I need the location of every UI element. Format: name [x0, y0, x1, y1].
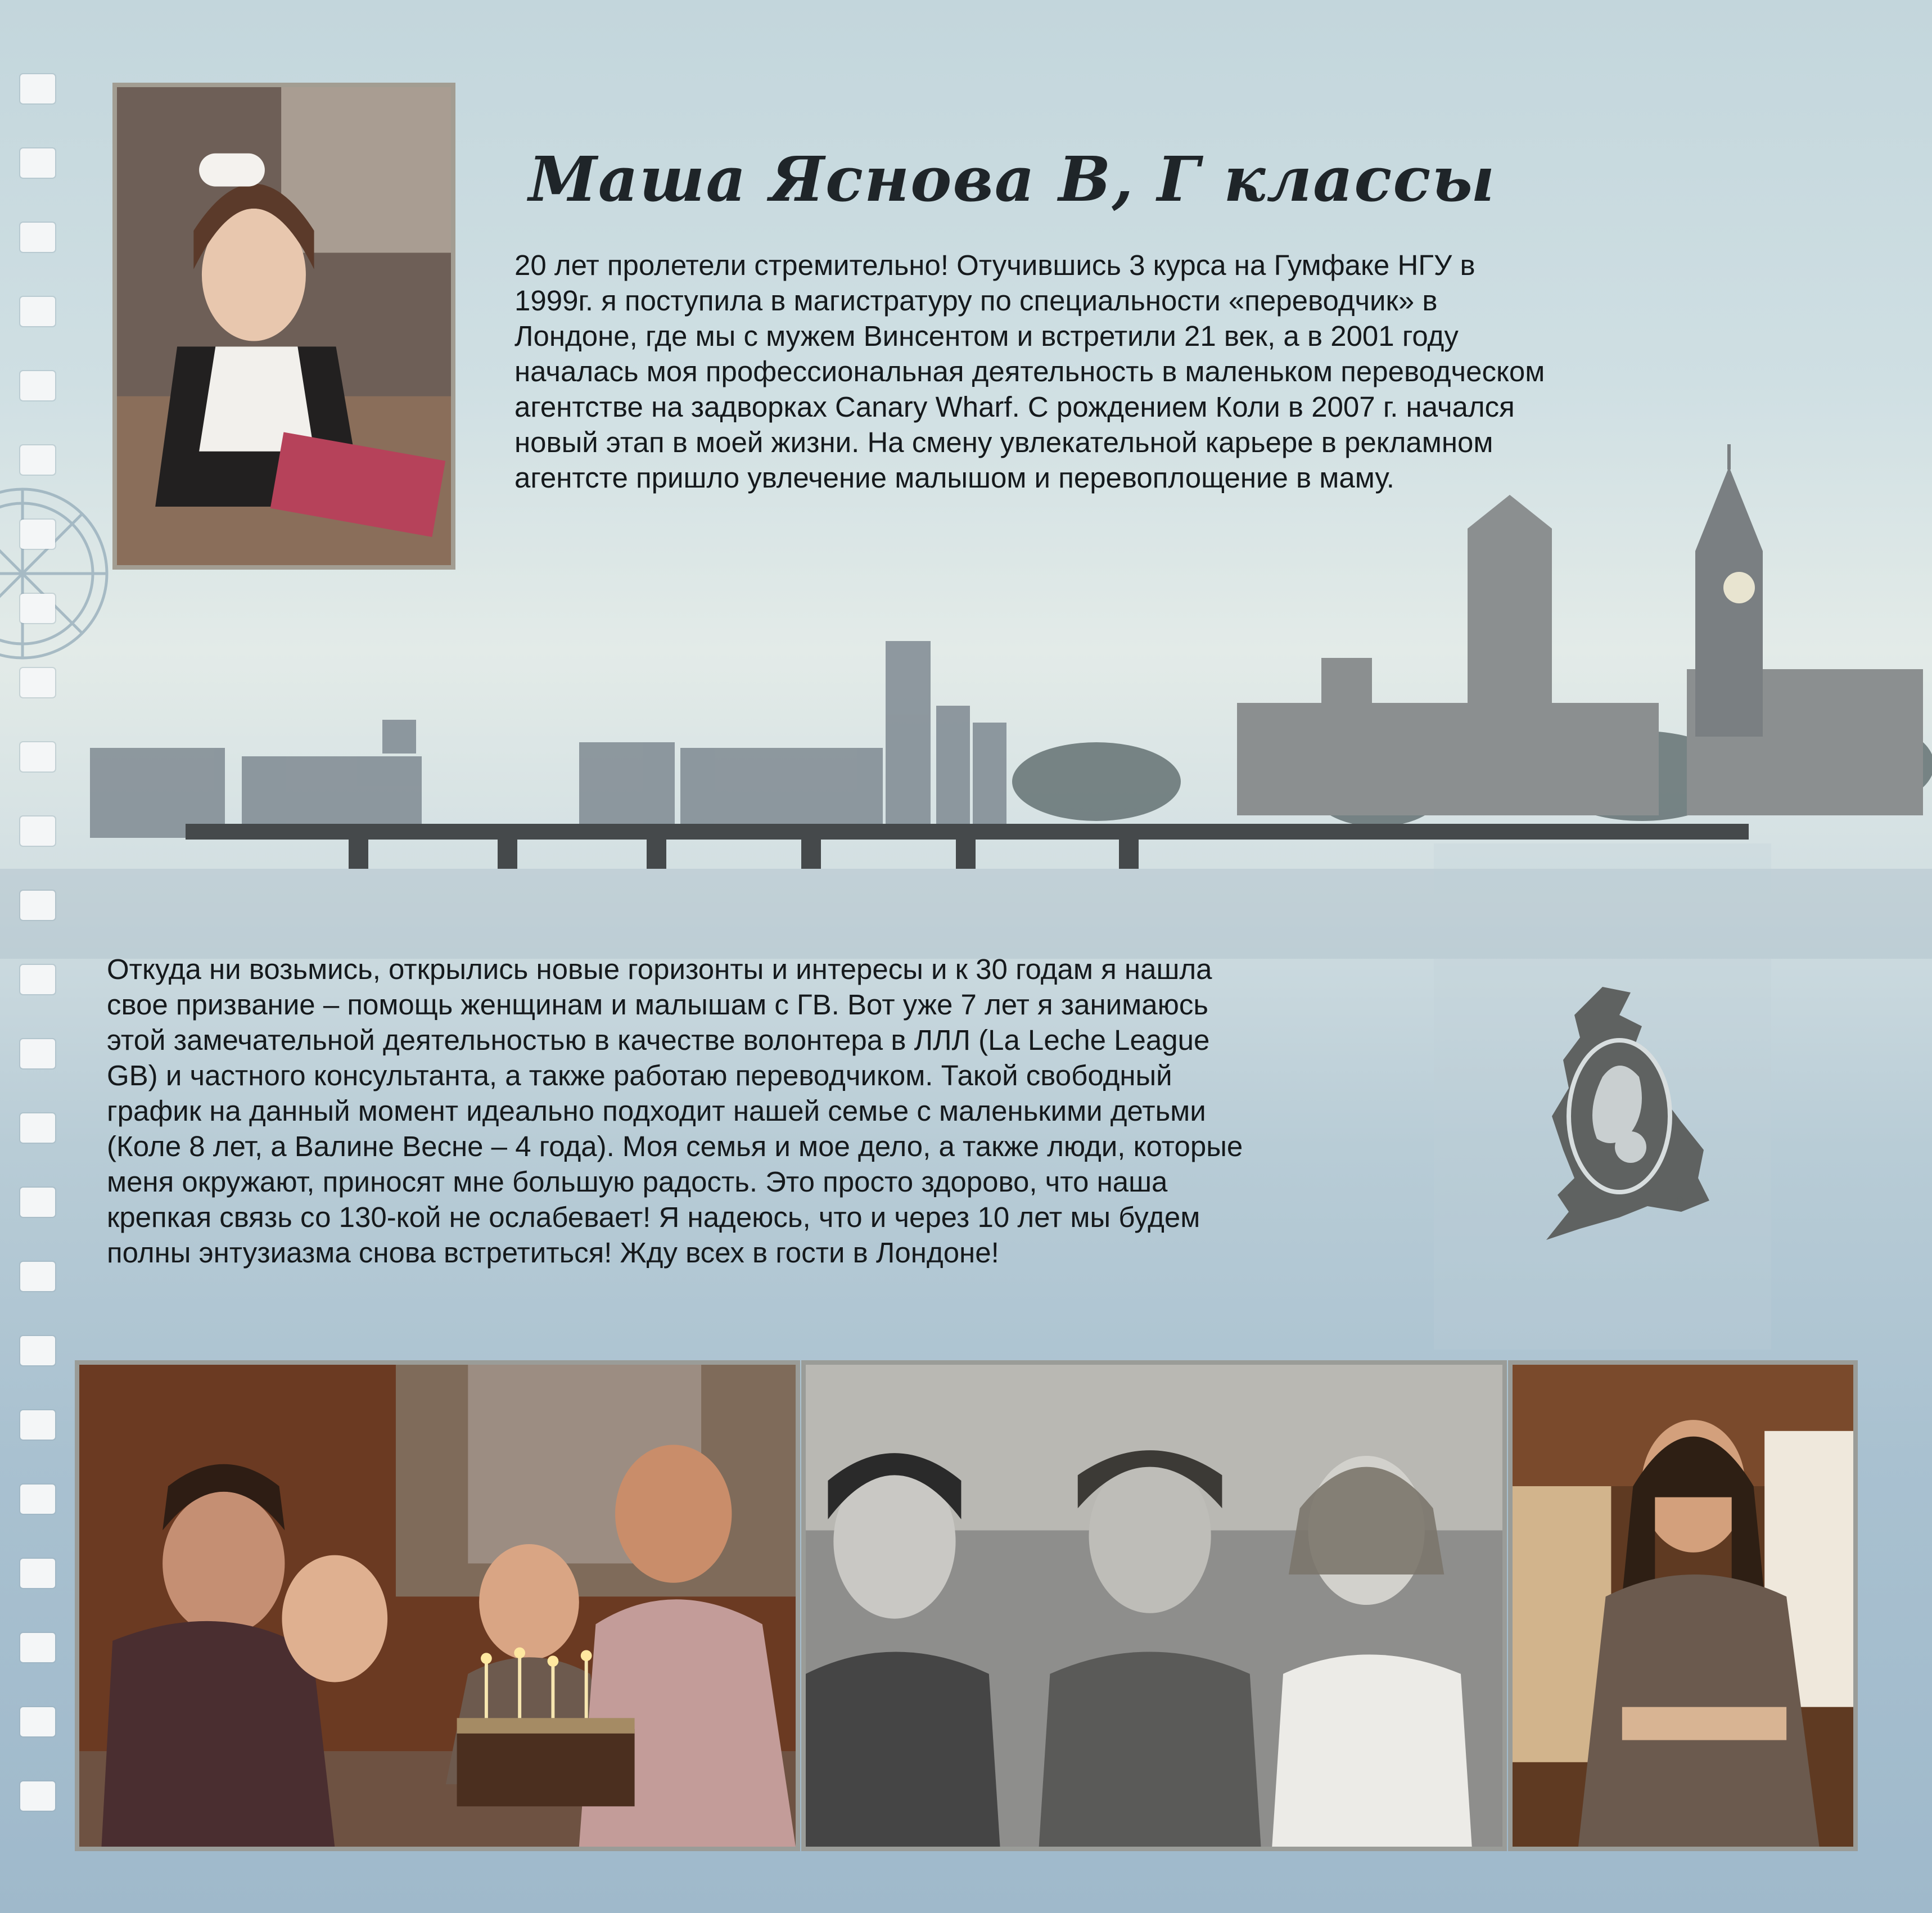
film-hole: [20, 1336, 55, 1365]
film-hole: [20, 1485, 55, 1514]
paragraph-line: 1999г. я поступила в магистратуру по специальности «переводчик» в: [514, 285, 1438, 317]
registered-mark: ®: [1674, 1194, 1684, 1208]
paragraph-line: Лондоне, где мы с мужем Винсентом и встретили 21 век, а в 2001 году: [514, 320, 1459, 352]
film-hole: [20, 816, 55, 846]
film-hole: [20, 1707, 55, 1736]
intro-paragraph: [514, 247, 1729, 495]
breastfeeding-logo-icon: [1535, 981, 1715, 1246]
film-hole: [20, 1633, 55, 1662]
second-paragraph: [107, 951, 1423, 1270]
film-hole: [20, 148, 55, 178]
paragraph-line: агентсте пришло увлечение малышом и перевоплощение в маму.: [514, 462, 1394, 494]
film-hole: [20, 1113, 55, 1143]
film-hole: [20, 371, 55, 400]
film-hole: [20, 742, 55, 771]
paragraph-line: этой замечательной деятельностью в качестве волонтера в ЛЛЛ (La Leche League: [107, 1024, 1210, 1056]
friends-bw-photo: [801, 1360, 1507, 1851]
film-hole: [20, 1039, 55, 1068]
film-hole: [20, 520, 55, 549]
paragraph-line: полны энтузиазма снова встретиться! Жду всех в гости в Лондоне!: [107, 1237, 999, 1269]
film-hole: [20, 445, 55, 475]
film-hole: [20, 1559, 55, 1588]
restaurant-portrait-photo: [1508, 1360, 1858, 1851]
paragraph-line: агентстве на задворках Canary Wharf. С рождением Коли в 2007 г. начался: [514, 391, 1515, 423]
paragraph-line: график на данный момент идеально подходит нашей семье с маленькими детьми: [107, 1095, 1206, 1127]
paragraph-line: 20 лет пролетели стремительно! Отучившись 3 курса на Гумфаке НГУ в: [514, 249, 1475, 281]
paragraph-line: GB) и частного консультанта, а также работаю переводчиком. Такой свободный: [107, 1059, 1172, 1091]
film-strip-holes: [20, 74, 57, 1851]
paragraph-line: крепкая связь со 130-кой не ослабевает! Я надеюсь, что и через 10 лет мы будем: [107, 1201, 1200, 1233]
film-hole: [20, 1188, 55, 1217]
film-hole: [20, 297, 55, 326]
film-hole: [20, 223, 55, 252]
school-photo: [112, 83, 455, 570]
film-hole: [20, 594, 55, 623]
film-hole: [20, 1410, 55, 1440]
paragraph-line: свое призвание – помощь женщинам и малышам с ГВ. Вот уже 7 лет я занимаюсь: [107, 989, 1208, 1021]
clock-face-icon: [1723, 572, 1755, 603]
paragraph-line: (Коле 8 лет, а Валине Весне – 4 года). Моя семья и мое дело, а также люди, которые: [107, 1130, 1243, 1162]
paragraph-line: Откуда ни возьмись, открылись новые горизонты и интересы и к 30 годам я нашла: [107, 953, 1212, 985]
film-hole: [20, 74, 55, 103]
paragraph-line: новый этап в моей жизни. На смену увлекательной карьере в рекламном: [514, 426, 1493, 458]
film-hole: [20, 668, 55, 697]
page-title: Маша Яснова В, Г классы: [529, 142, 1496, 215]
paragraph-line: началась моя профессиональная деятельность в маленьком переводческом: [514, 355, 1545, 387]
paragraph-line: меня окружают, приносят мне большую радость. Это просто здорово, что наша: [107, 1166, 1168, 1198]
film-hole: [20, 1262, 55, 1291]
film-hole: [20, 891, 55, 920]
family-birthday-photo: [75, 1360, 800, 1851]
film-hole: [20, 965, 55, 994]
film-hole: [20, 1781, 55, 1811]
